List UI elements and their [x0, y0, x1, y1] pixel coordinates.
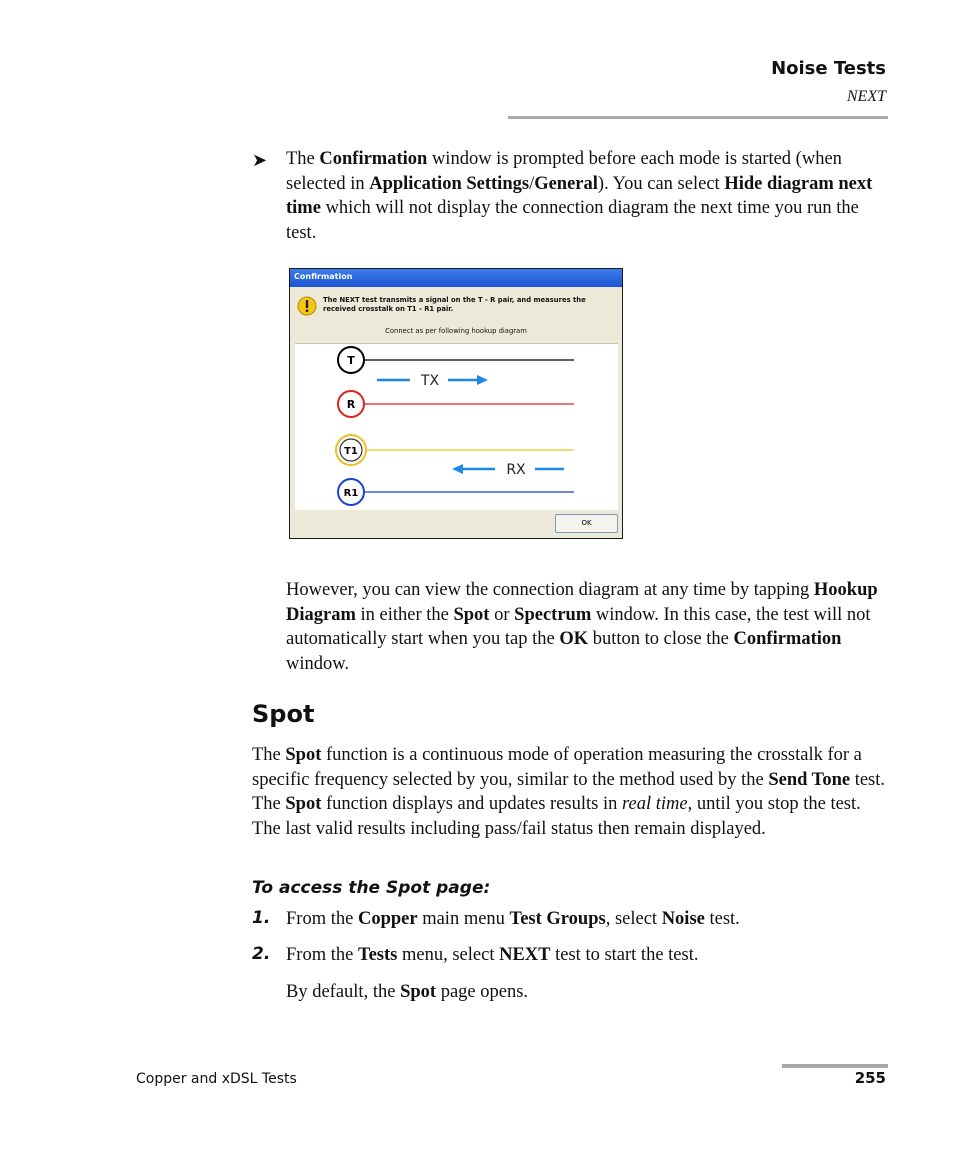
- text-run: , until you stop the test. The last valid results including pass/fail status then remain displayed.: [252, 794, 861, 839]
- text-run: The: [286, 149, 320, 169]
- bold-run: Spectrum: [514, 604, 592, 625]
- running-header-title: Noise Tests: [771, 58, 886, 79]
- section-title: Spot: [252, 700, 315, 728]
- text-run: , select: [605, 909, 662, 929]
- bold-run: Send Tone: [768, 769, 851, 790]
- running-header-subtitle: NEXT: [846, 88, 886, 105]
- dialog-title: Confirmation: [294, 272, 353, 281]
- rx-label: RX: [506, 462, 526, 478]
- bold-run: Spot: [453, 604, 490, 625]
- bold-run: General: [534, 173, 598, 194]
- bold-run: Hide diagram next time: [286, 173, 873, 218]
- header-rule: [508, 116, 888, 119]
- text-run: test.: [704, 909, 740, 929]
- bold-run: Confirmation: [733, 629, 842, 649]
- dialog-message: The NEXT test transmits a signal on the T - R pair, and measures the received crosstalk on T1 - R1 pair.: [323, 296, 586, 313]
- text-run: main menu: [417, 909, 510, 929]
- text-run: By default, the: [286, 982, 401, 1002]
- step-text: [286, 907, 886, 932]
- bullet-paragraph: [286, 147, 886, 245]
- however-paragraph: [286, 578, 886, 676]
- italic-run: real time: [621, 794, 688, 814]
- text-run: page opens.: [436, 982, 529, 1002]
- terminal-t1: [336, 435, 366, 465]
- bold-run: Hookup Diagram: [286, 580, 878, 625]
- spot-paragraph: [252, 743, 888, 841]
- step-number: 1.: [252, 908, 271, 928]
- bold-run: Copper: [357, 909, 418, 929]
- step-note: [286, 980, 886, 1005]
- text-run: which will not display the connection diagram the next time you run the test.: [286, 198, 859, 243]
- bold-run: Spot: [285, 794, 322, 814]
- text-run: window. In this case, the test will not automatically start when you tap the: [286, 604, 871, 649]
- footer-title: Copper and xDSL Tests: [136, 1071, 297, 1087]
- warning-icon: [297, 296, 317, 316]
- footer-rule: [782, 1064, 888, 1068]
- bold-run: Noise: [661, 909, 705, 929]
- terminal-t: [338, 347, 364, 373]
- text-run: or: [489, 604, 515, 625]
- text-run: From the: [286, 945, 358, 965]
- bold-run: NEXT: [499, 945, 551, 965]
- text-run: function is a continuous mode of operation measuring the crosstalk for a specific frequency selected by you, similar to the method used by the: [252, 745, 862, 790]
- bold-run: Tests: [357, 945, 398, 965]
- bold-run: Confirmation: [319, 149, 428, 169]
- bold-run: Spot: [400, 982, 437, 1002]
- rx-arrow-head-icon: [452, 464, 463, 474]
- tx-label: TX: [420, 373, 440, 389]
- terminal-r1: [338, 479, 364, 505]
- ok-button[interactable]: OK: [555, 514, 618, 533]
- bold-run: Spot: [285, 745, 322, 765]
- text-run: window.: [286, 653, 350, 674]
- hookup-diagram: [295, 344, 618, 510]
- dialog-titlebar: [290, 269, 622, 287]
- terminal-label: T: [347, 354, 355, 367]
- step-number: 2.: [252, 944, 271, 964]
- text-run: test. The: [252, 769, 886, 814]
- procedure-title: To access the Spot page:: [252, 878, 491, 898]
- text-run: window is prompted before each mode is started (when selected in: [286, 149, 842, 194]
- terminal-r: [338, 391, 364, 417]
- page-number: 255: [854, 1069, 886, 1087]
- terminal-label: R1: [343, 488, 359, 499]
- text-run: The: [252, 745, 286, 765]
- terminal-label: T1: [344, 446, 358, 457]
- text-run: /: [529, 173, 535, 194]
- step-text: [286, 943, 886, 968]
- text-run: However, you can view the connection diagram at any time by tapping: [286, 580, 814, 600]
- confirmation-dialog: [289, 268, 623, 539]
- hookup-diagram-panel: [295, 343, 618, 510]
- bold-run: Application Settings: [369, 173, 530, 194]
- text-run: button to close the: [588, 629, 734, 649]
- bold-run: OK: [559, 629, 589, 649]
- text-run: in either the: [355, 604, 454, 625]
- bullet-arrow-icon: ➤: [252, 150, 268, 170]
- hookup-instruction: Connect as per following hookup diagram: [385, 327, 527, 335]
- bold-run: Test Groups: [509, 909, 606, 929]
- text-run: test to start the test.: [550, 945, 699, 965]
- text-run: menu, select: [397, 945, 500, 965]
- text-run: function displays and updates results in: [321, 794, 622, 814]
- text-run: From the: [286, 909, 358, 929]
- tx-arrow-head-icon: [477, 375, 488, 385]
- text-run: ). You can select: [597, 173, 725, 194]
- terminal-label: R: [346, 398, 356, 411]
